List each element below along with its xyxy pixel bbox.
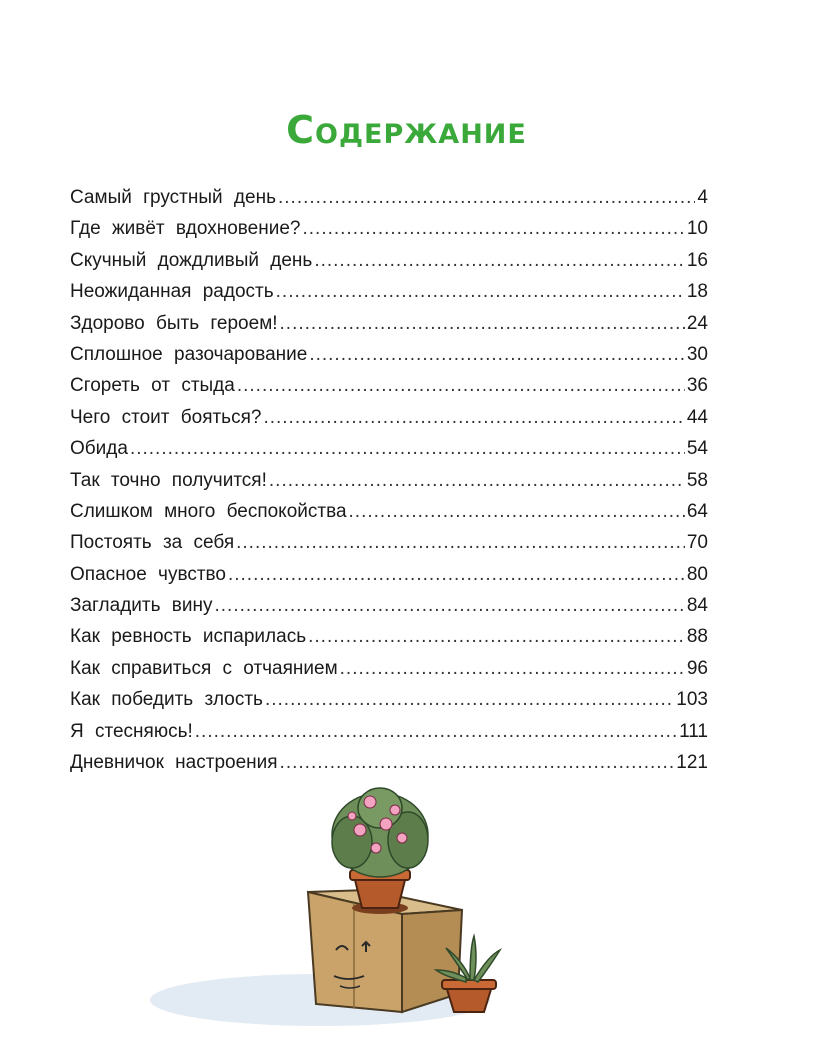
toc-entry-title: Так точно получится!	[70, 469, 267, 491]
toc-leader-dots	[263, 402, 684, 433]
toc-leader-dots	[314, 245, 685, 276]
toc-entry-title: Как ревность испарилась	[70, 626, 307, 648]
toc-leader-dots	[269, 465, 685, 496]
toc-entry-page: 80	[686, 563, 708, 585]
toc-entry-page: 64	[686, 500, 708, 522]
toc-entry-title: Как победить злость	[70, 689, 263, 711]
toc-entry-page: 88	[686, 626, 708, 648]
toc-entry[interactable]	[70, 527, 708, 558]
toc-leader-dots	[278, 182, 695, 213]
toc-entry-page: 36	[686, 375, 708, 397]
toc-entry-page: 30	[686, 343, 708, 365]
toc-entry[interactable]	[70, 370, 708, 401]
toc-leader-dots	[195, 716, 677, 747]
toc-entry[interactable]	[70, 465, 708, 496]
toc-entry-title: Слишком много беспокойства	[70, 500, 347, 522]
toc-leader-dots	[280, 747, 675, 778]
toc-leader-dots	[302, 213, 684, 244]
toc-entry[interactable]	[70, 590, 708, 621]
toc-entry[interactable]	[70, 559, 708, 590]
toc-leader-dots	[309, 339, 685, 370]
toc-entry-title: Сплошное разочарование	[70, 343, 308, 365]
toc-entry-title: Чего стоит бояться?	[70, 406, 262, 428]
toc-entry-title: Я стесняюсь!	[70, 720, 193, 742]
toc-entry[interactable]	[70, 245, 708, 276]
toc-entry[interactable]	[70, 308, 708, 339]
toc-leader-dots	[280, 308, 685, 339]
toc-entry[interactable]	[70, 684, 708, 715]
toc-leader-dots	[265, 684, 674, 715]
toc-entry[interactable]	[70, 496, 708, 527]
toc-entry-title: Дневничок настроения	[70, 752, 278, 774]
toc-entry-page: 84	[686, 595, 708, 617]
toc-entry-title: Где живёт вдохновение?	[70, 218, 301, 240]
toc-entry[interactable]	[70, 339, 708, 370]
toc-entry-page: 54	[686, 438, 708, 460]
toc-entry[interactable]	[70, 433, 708, 464]
toc-entry-page: 24	[686, 312, 708, 334]
toc-leader-dots	[130, 433, 685, 464]
toc-leader-dots	[237, 370, 685, 401]
toc-entry[interactable]	[70, 621, 708, 652]
plant-on-box-illustration	[140, 780, 520, 1040]
toc-entry-title: Как справиться с отчаянием	[70, 657, 338, 679]
toc-entry[interactable]	[70, 747, 708, 778]
toc-entry-page: 121	[676, 752, 708, 774]
toc-leader-dots	[236, 527, 685, 558]
toc-entry-title: Загладить вину	[70, 595, 213, 617]
toc-entry[interactable]	[70, 716, 708, 747]
toc-entry-title: Скучный дождливый день	[70, 249, 313, 271]
toc-entry-title: Здорово быть героем!	[70, 312, 278, 334]
toc-entry[interactable]	[70, 402, 708, 433]
toc-entry-title: Опасное чувство	[70, 563, 226, 585]
toc-leader-dots	[308, 621, 685, 652]
toc-leader-dots	[340, 653, 685, 684]
toc-entry-page: 58	[686, 469, 708, 491]
toc-entry-page: 70	[686, 532, 708, 554]
toc-entry-title: Постоять за себя	[70, 532, 235, 554]
toc-entry-title: Самый грустный день	[70, 187, 276, 208]
toc-leader-dots	[228, 559, 685, 590]
toc-entry-title: Неожиданная радость	[70, 281, 274, 303]
toc-leader-dots	[215, 590, 685, 621]
toc-entry-page: 44	[686, 406, 708, 428]
toc-leader-dots	[276, 276, 685, 307]
toc-entry-page: 10	[686, 218, 708, 240]
toc-entry-page: 4	[697, 187, 708, 208]
large-plant-foliage	[332, 788, 428, 877]
toc-entry-title: Сгореть от стыда	[70, 375, 235, 397]
toc-entry[interactable]	[70, 653, 708, 684]
toc-entry-page: 111	[679, 720, 708, 742]
toc-entry[interactable]	[70, 213, 708, 244]
toc-leader-dots	[349, 496, 685, 527]
toc-entry[interactable]	[70, 276, 708, 307]
toc-entry-page: 103	[676, 689, 708, 711]
toc-entry[interactable]	[70, 182, 708, 213]
toc-entry-page: 18	[686, 281, 708, 303]
page-title: Содержание	[286, 108, 527, 152]
toc-entry-title: Обида	[70, 438, 128, 460]
toc-entry-page: 96	[686, 657, 708, 679]
toc-entry-page: 16	[686, 249, 708, 271]
table-of-contents	[70, 182, 708, 778]
